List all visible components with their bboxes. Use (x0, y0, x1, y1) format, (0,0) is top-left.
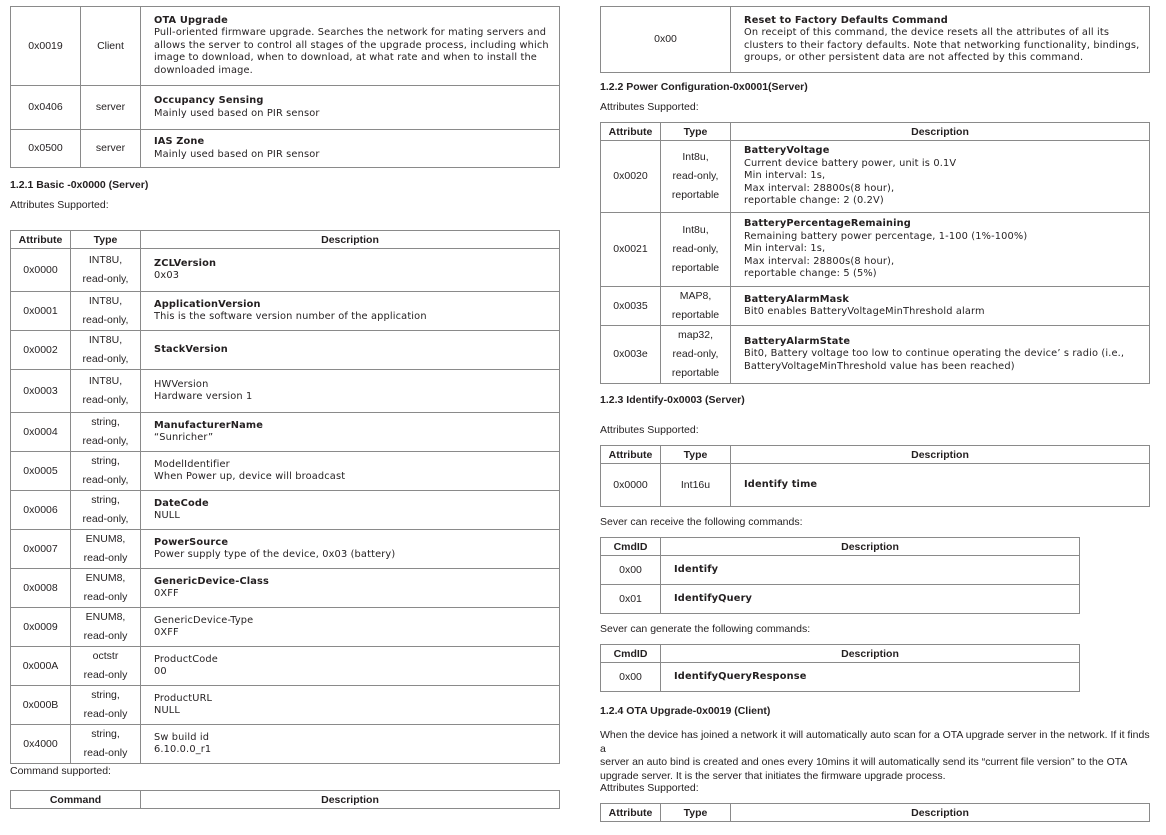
table-header-row (11, 791, 560, 809)
description-line: Min interval: 1s, (744, 243, 826, 255)
column-header: Description (661, 645, 1080, 663)
type-line: string, (91, 689, 120, 701)
cluster-name: OTA Upgrade (154, 14, 228, 26)
attribute-type (71, 608, 141, 647)
attribute-description (141, 569, 560, 608)
description-line: 0XFF (154, 627, 179, 638)
description-line: Mainly used based on PIR sensor (154, 148, 320, 160)
attribute-name: DateCode (154, 497, 209, 509)
ota-paragraph (600, 729, 1152, 783)
cluster-side: Client (81, 7, 141, 86)
attribute-type (71, 452, 141, 491)
type-line: Int8u, (682, 224, 709, 236)
type-line: ENUM8, (85, 533, 126, 545)
attribute-name: StackVersion (154, 343, 228, 355)
table-header-row (601, 446, 1150, 464)
table-header-row (601, 804, 1150, 822)
attribute-description (141, 725, 560, 764)
attribute-name: GenericDevice-Class (154, 575, 270, 587)
table-header-row (601, 538, 1080, 556)
cluster-name: Occupancy Sensing (154, 95, 264, 106)
command-id: 0x00 (601, 7, 731, 73)
type-line: string, (91, 728, 120, 740)
table-row (601, 556, 1080, 585)
column-header: Type (661, 446, 731, 464)
attribute-name: GenericDevice-Type (154, 614, 254, 626)
attribute-type (71, 292, 141, 331)
table-row (11, 608, 560, 647)
table-row (11, 530, 560, 569)
column-header: CmdID (601, 538, 661, 556)
type-line: read-only, (82, 394, 129, 406)
attribute-id: 0x000A (11, 647, 71, 686)
attribute-description (141, 452, 560, 491)
command-description (661, 585, 1080, 614)
type-line: read-only, (82, 353, 129, 365)
table-row (11, 249, 560, 292)
attribute-name: ProductCode (154, 653, 218, 665)
attribute-type (71, 249, 141, 292)
basic-command-table (10, 790, 560, 809)
description-line: Bit0 enables BatteryVoltageMinThreshold alarm (744, 306, 985, 317)
attribute-id: 0x0001 (11, 292, 71, 331)
attribute-name: Sw build id (154, 731, 210, 743)
generate-commands-label: Sever can generate the following commands: (600, 623, 811, 635)
cluster-side: server (81, 130, 141, 168)
attribute-name: Identify time (744, 478, 818, 490)
attribute-id: 0x003e (601, 326, 661, 384)
attributes-label: Attributes Supported: (600, 101, 699, 113)
type-line: INT8U, (88, 375, 123, 387)
ota-attributes-table (600, 803, 1150, 822)
attribute-id: 0x0000 (601, 464, 661, 507)
attribute-id: 0x0021 (601, 213, 661, 287)
attribute-type (71, 725, 141, 764)
generate-commands-table (600, 644, 1080, 692)
table-row (601, 326, 1150, 384)
table-row (601, 585, 1080, 614)
type-line: reportable (671, 309, 720, 321)
type-line: read-only (83, 747, 128, 759)
type-line: string, (91, 416, 120, 428)
attribute-name: PowerSource (154, 536, 229, 548)
table-row (11, 725, 560, 764)
description-line: Min interval: 1s, (744, 170, 826, 182)
type-line: string, (91, 455, 120, 467)
description-line: allows the server to control all stages of the upgrade process, including which (154, 39, 549, 51)
type-line: read-only, (82, 513, 129, 525)
identify-attributes-table (600, 445, 1150, 507)
receive-commands-label: Sever can receive the following commands: (600, 516, 803, 528)
description-line: clusters to their factory defaults. Note that networking functionality, bindings, (744, 39, 1140, 51)
cluster-id: 0x0500 (11, 130, 81, 168)
attribute-description (141, 608, 560, 647)
type-line: ENUM8, (85, 572, 126, 584)
command-name: Identify (674, 563, 719, 575)
type-line: ENUM8, (85, 611, 126, 623)
type-line: read-only (83, 552, 128, 564)
table-row (11, 491, 560, 530)
type-line: map32, (677, 329, 714, 341)
description-line: BatteryVoltageMinThreshold value has been reached) (744, 360, 1015, 372)
column-header: Description (141, 791, 560, 809)
table-row (11, 686, 560, 725)
table-row (11, 331, 560, 370)
cluster-name: IAS Zone (154, 136, 205, 147)
command-supported-label: Command supported: (10, 765, 111, 777)
type-line: Int8u, (682, 151, 709, 163)
attribute-description (141, 249, 560, 292)
table-row (11, 370, 560, 413)
attribute-type (71, 530, 141, 569)
attribute-description (731, 213, 1150, 287)
description-line: 0x03 (154, 270, 180, 281)
attribute-id: 0x0035 (601, 287, 661, 326)
cluster-description (141, 86, 560, 130)
attribute-id: 0x4000 (11, 725, 71, 764)
column-header: Description (731, 123, 1150, 141)
attribute-name: BatteryAlarmState (744, 335, 851, 347)
cluster-description (141, 7, 560, 86)
column-header: Command (11, 791, 141, 809)
command-name: Reset to Factory Defaults Command (744, 14, 948, 26)
command-description (661, 663, 1080, 692)
command-name: IdentifyQuery (674, 592, 753, 604)
attribute-name: ProductURL (154, 692, 213, 704)
section-heading-basic: 1.2.1 Basic -0x0000 (Server) (10, 179, 149, 191)
attribute-name: ManufacturerName (154, 419, 264, 431)
section-heading-power: 1.2.2 Power Configuration-0x0001(Server) (600, 81, 808, 93)
attribute-type (71, 331, 141, 370)
type-line: read-only, (672, 243, 719, 255)
type-line: MAP8, (679, 290, 712, 302)
cluster-table (10, 6, 560, 168)
description-line: On receipt of this command, the device resets all the attributes of all its (744, 27, 1110, 38)
attribute-type (661, 326, 731, 384)
attribute-type (71, 370, 141, 413)
attribute-type (71, 491, 141, 530)
column-header: Description (731, 446, 1150, 464)
type-line: INT8U, (88, 295, 123, 307)
paragraph-line: upgrade server. It is the server that initiates the firmware upgrade process. (600, 769, 946, 782)
table-row (601, 7, 1150, 73)
command-id: 0x00 (601, 556, 661, 585)
attribute-description (141, 686, 560, 725)
command-description (731, 7, 1150, 73)
command-id: 0x00 (601, 663, 661, 692)
description-line: When Power up, device will broadcast (154, 471, 346, 482)
attribute-description (731, 464, 1150, 507)
description-line: Remaining battery power percentage, 1-100 (1%-100%) (744, 230, 1028, 242)
description-line: downloaded image. (154, 64, 253, 76)
attribute-type (71, 686, 141, 725)
type-line: read-only (83, 669, 128, 681)
table-row (11, 86, 560, 130)
column-header: Description (141, 231, 560, 249)
table-row (601, 287, 1150, 326)
type-line: INT8U, (88, 334, 123, 346)
paragraph-line: When the device has joined a network it will automatically auto scan for a OTA upgrade server in the network. If it finds a (600, 729, 1150, 755)
reset-command-table (600, 6, 1150, 73)
table-row (601, 141, 1150, 213)
description-line: Max interval: 28800s(8 hour), (744, 255, 895, 267)
attribute-name: BatteryPercentageRemaining (744, 218, 911, 230)
type-line: read-only (83, 591, 128, 603)
type-line: read-only (83, 708, 128, 720)
attribute-type (661, 287, 731, 326)
attribute-description (141, 292, 560, 331)
column-header: Type (661, 123, 731, 141)
type-line: read-only, (82, 435, 129, 447)
table-row (11, 292, 560, 331)
attribute-name: BatteryAlarmMask (744, 293, 850, 305)
description-line: reportable change: 5 (5%) (744, 268, 877, 280)
column-header: CmdID (601, 645, 661, 663)
table-row (11, 569, 560, 608)
attribute-description (141, 413, 560, 452)
attribute-id: 0x0009 (11, 608, 71, 647)
attribute-description (731, 287, 1150, 326)
table-row (11, 647, 560, 686)
column-header: Description (731, 804, 1150, 822)
column-header: Type (71, 231, 141, 249)
attribute-description (141, 647, 560, 686)
attribute-name: ApplicationVersion (154, 298, 261, 310)
description-line: 00 (154, 666, 167, 677)
description-line: image to download, when to download, at what rate and when to install the (154, 52, 537, 64)
table-row (601, 213, 1150, 287)
command-description (661, 556, 1080, 585)
attribute-id: 0x0005 (11, 452, 71, 491)
power-attributes-table (600, 122, 1150, 384)
attribute-description (731, 326, 1150, 384)
attribute-description (141, 331, 560, 370)
type-line: read-only, (672, 348, 719, 360)
table-row (11, 452, 560, 491)
attribute-name: BatteryVoltage (744, 145, 830, 157)
column-header: Attribute (601, 804, 661, 822)
attribute-id: 0x0008 (11, 569, 71, 608)
attribute-type (661, 213, 731, 287)
table-header-row (601, 123, 1150, 141)
attribute-description (141, 491, 560, 530)
column-header: Description (661, 538, 1080, 556)
table-row (11, 130, 560, 168)
attribute-type (71, 569, 141, 608)
attribute-id: 0x0002 (11, 331, 71, 370)
section-heading-ota: 1.2.4 OTA Upgrade-0x0019 (Client) (600, 705, 771, 717)
attribute-id: 0x0004 (11, 413, 71, 452)
description-line: groups, or other persistent data are not affected by this command. (744, 52, 1084, 63)
table-header-row (11, 231, 560, 249)
attribute-id: 0x0006 (11, 491, 71, 530)
cluster-id: 0x0406 (11, 86, 81, 130)
description-line: reportable change: 2 (0.2V) (744, 195, 884, 207)
type-line: reportable (671, 262, 720, 274)
attribute-name: ZCLVersion (154, 257, 217, 269)
attribute-id: 0x0020 (601, 141, 661, 213)
attribute-name: ModelIdentifier (154, 458, 230, 470)
attributes-label: Attributes Supported: (10, 199, 109, 211)
column-header: Attribute (601, 446, 661, 464)
attribute-type (71, 413, 141, 452)
type-line: read-only, (82, 273, 129, 285)
type-line: INT8U, (88, 254, 123, 266)
section-heading-identify: 1.2.3 Identify-0x0003 (Server) (600, 394, 745, 406)
description-line: Hardware version 1 (154, 391, 253, 402)
attribute-type (661, 141, 731, 213)
description-line: This is the software version number of the application (154, 311, 427, 322)
description-line: NULL (154, 510, 181, 521)
type-line: reportable (671, 189, 720, 201)
column-header: Attribute (601, 123, 661, 141)
description-line: Bit0, Battery voltage too low to continue operating the device’ s radio (i.e., (744, 348, 1125, 360)
attribute-id: 0x0003 (11, 370, 71, 413)
command-id: 0x01 (601, 585, 661, 614)
attribute-type: Int16u (661, 464, 731, 507)
type-line: octstr (92, 650, 119, 662)
description-line: 0XFF (154, 588, 179, 599)
type-line: read-only, (82, 314, 129, 326)
receive-commands-table (600, 537, 1080, 614)
column-header: Type (661, 804, 731, 822)
column-header: Attribute (11, 231, 71, 249)
table-row (11, 7, 560, 86)
attribute-description (141, 530, 560, 569)
attributes-label: Attributes Supported: (600, 782, 699, 794)
table-row (601, 464, 1150, 507)
attributes-label: Attributes Supported: (600, 424, 699, 436)
cluster-id: 0x0019 (11, 7, 81, 86)
attribute-id: 0x0007 (11, 530, 71, 569)
table-row (601, 663, 1080, 692)
description-line: Max interval: 28800s(8 hour), (744, 182, 895, 194)
attribute-type (71, 647, 141, 686)
cluster-side: server (81, 86, 141, 130)
cluster-description (141, 130, 560, 168)
description-line: NULL (154, 705, 181, 716)
description-line: Mainly used based on PIR sensor (154, 107, 320, 119)
attribute-description (141, 370, 560, 413)
type-line: string, (91, 494, 120, 506)
attribute-description (731, 141, 1150, 213)
attribute-id: 0x0000 (11, 249, 71, 292)
description-line: Pull-oriented firmware upgrade. Searches the network for mating servers and (154, 27, 547, 39)
table-row (11, 413, 560, 452)
table-header-row (601, 645, 1080, 663)
type-line: reportable (671, 367, 720, 379)
description-line: Current device battery power, unit is 0.1V (744, 157, 957, 169)
description-line: 6.10.0.0_r1 (154, 744, 212, 755)
attribute-id: 0x000B (11, 686, 71, 725)
command-name: IdentifyQueryResponse (674, 670, 807, 682)
description-line: Power supply type of the device, 0x03 (battery) (154, 549, 396, 560)
description-line: “Sunricher” (154, 432, 214, 443)
attribute-name: HWVersion (154, 378, 209, 390)
basic-attributes-table (10, 230, 560, 764)
paragraph-line: server an auto bind is created and ones every 10mins it will automatically send its “current file version” to the OTA (600, 756, 1128, 768)
type-line: read-only, (672, 170, 719, 182)
type-line: read-only (83, 630, 128, 642)
type-line: read-only, (82, 474, 129, 486)
